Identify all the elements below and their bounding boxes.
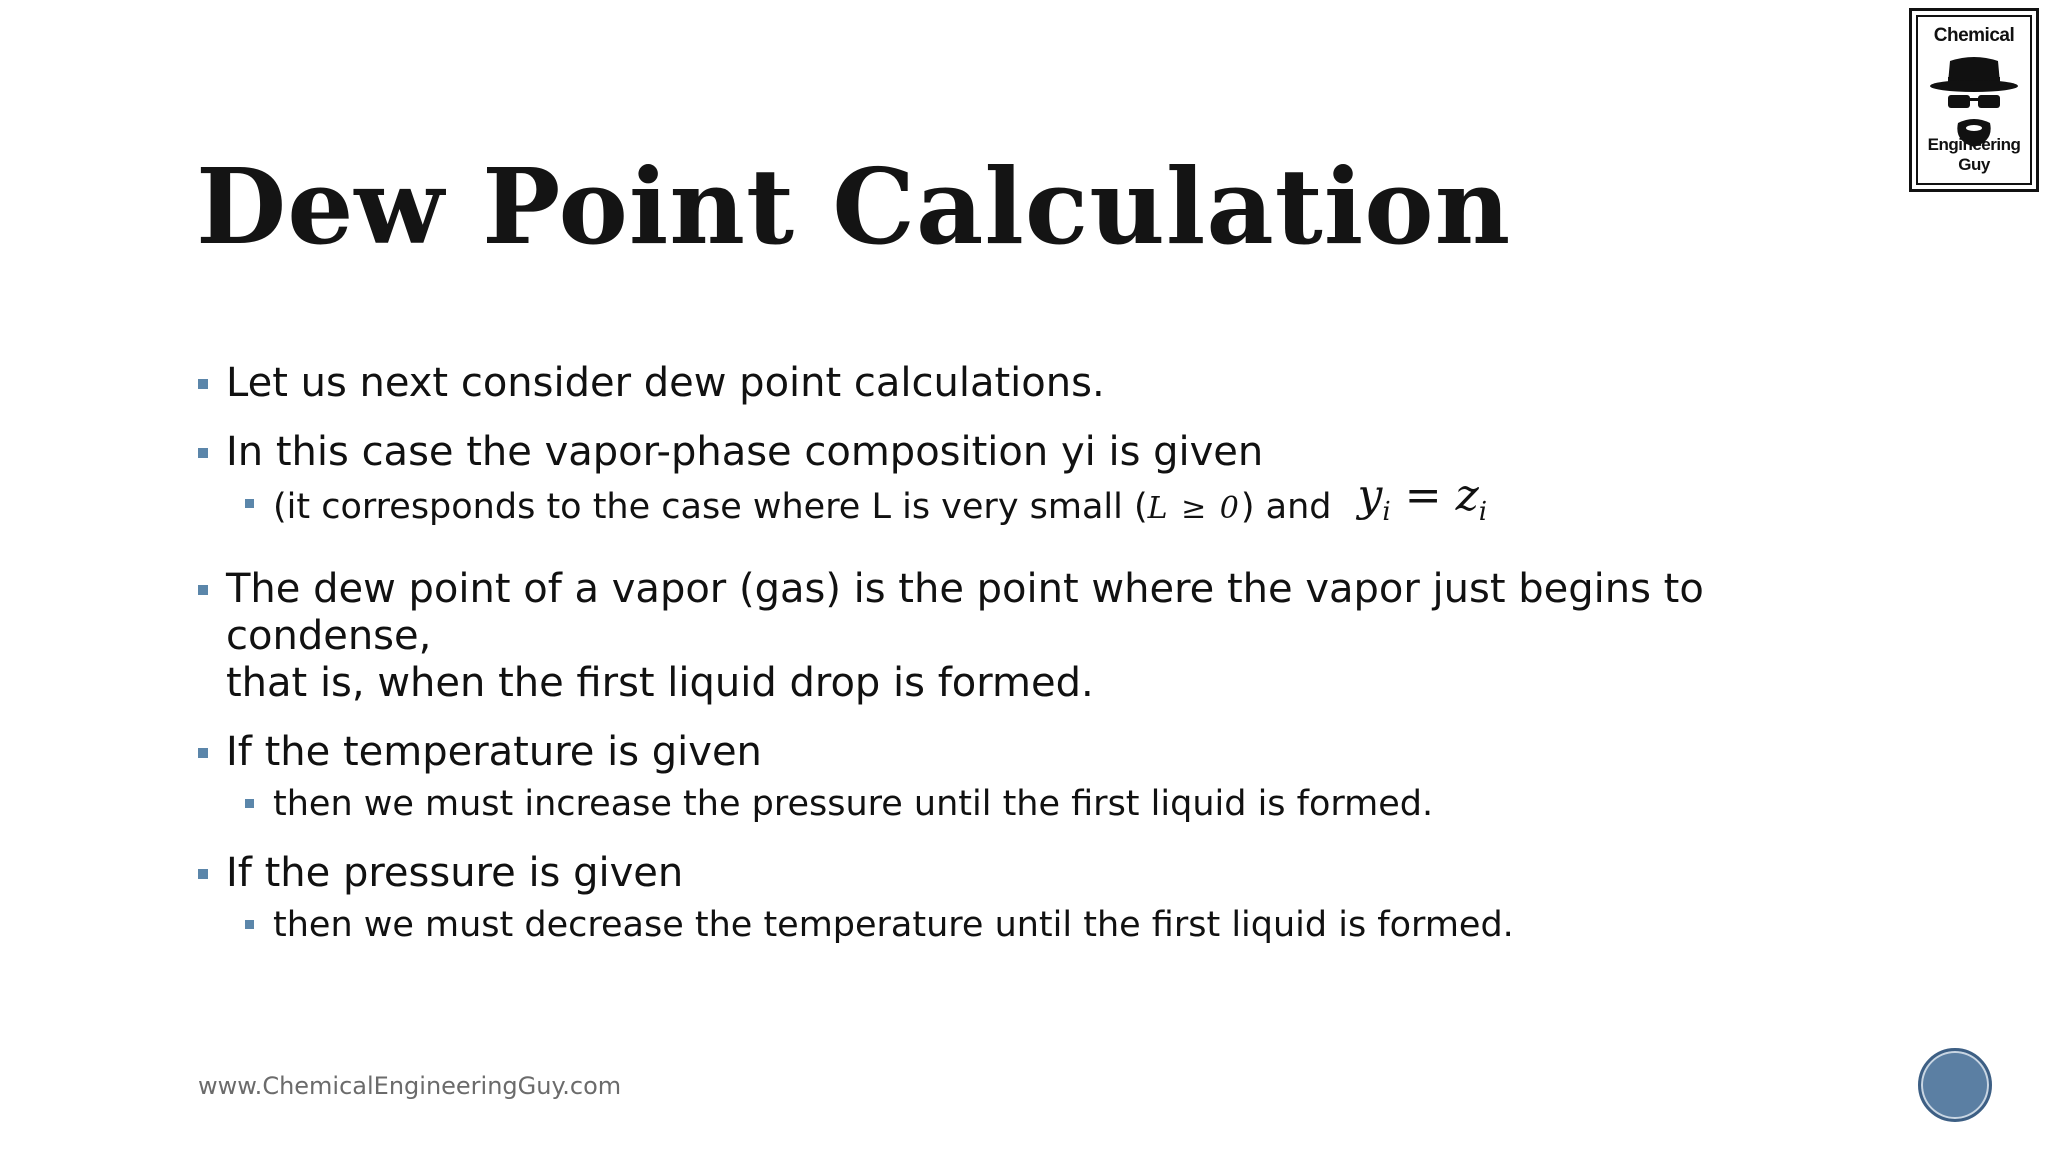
bullet-text: If the pressure is given [226, 849, 684, 896]
bullet-text-line1: The dew point of a vapor (gas) is the point where the vapor just begins to condense, [226, 565, 1704, 659]
square-bullet-icon [198, 869, 208, 879]
math-inline: L ≥ 0 [1147, 491, 1241, 526]
bullet-level1 [196, 850, 1896, 897]
bullet-text-line2: that is, when the first liquid drop is formed. [226, 659, 1094, 706]
bullet-text: In this case the vapor-phase composition yi is given [226, 429, 1264, 475]
bullet-level2 [196, 470, 1896, 542]
sub-bullet-prefix: (it corresponds to the case where L is very small ( [273, 487, 1148, 527]
square-bullet-icon [198, 748, 208, 758]
bullet-text: Let us next consider dew point calculations. [226, 360, 1105, 406]
square-bullet-icon [198, 379, 208, 389]
bullet-list [196, 360, 1896, 971]
logo-bottom-text: Engineering Guy [1927, 135, 2021, 174]
logo-top-text: Chemical [1933, 25, 2015, 46]
square-bullet-icon [245, 499, 254, 508]
square-bullet-icon [198, 448, 208, 458]
bullet-level1 [196, 566, 1896, 707]
square-bullet-icon [245, 920, 254, 929]
sub-bullet-text: then we must decrease the temperature until the first liquid is formed. [273, 904, 1514, 945]
bullet-level2 [196, 903, 1896, 947]
list-item [196, 729, 1896, 826]
logo-frame [1916, 15, 2032, 185]
sub-bullet-text: then we must increase the pressure until the first liquid is formed. [273, 783, 1434, 824]
bullet-text: If the temperature is given [226, 728, 762, 775]
list-item [196, 850, 1896, 947]
chemical-engineering-guy-logo [1909, 8, 2039, 192]
footer-website: www.ChemicalEngineeringGuy.com [198, 1072, 622, 1100]
bullet-level1 [196, 360, 1896, 407]
list-item [196, 429, 1896, 542]
square-bullet-icon [198, 585, 208, 595]
list-item [196, 566, 1896, 707]
equation-yi-equals-zi: $y_i = z_i$ [1357, 470, 1488, 527]
slide-title: Dew Point Calculation [196, 145, 1512, 268]
bullet-level1 [196, 429, 1896, 476]
list-item [196, 360, 1896, 407]
bullet-level1 [196, 729, 1896, 776]
bullet-level2 [196, 782, 1896, 826]
sub-bullet-suffix: ) and [1240, 487, 1332, 527]
square-bullet-icon [245, 799, 254, 808]
slide-nav-circle-icon[interactable] [1918, 1048, 1992, 1122]
